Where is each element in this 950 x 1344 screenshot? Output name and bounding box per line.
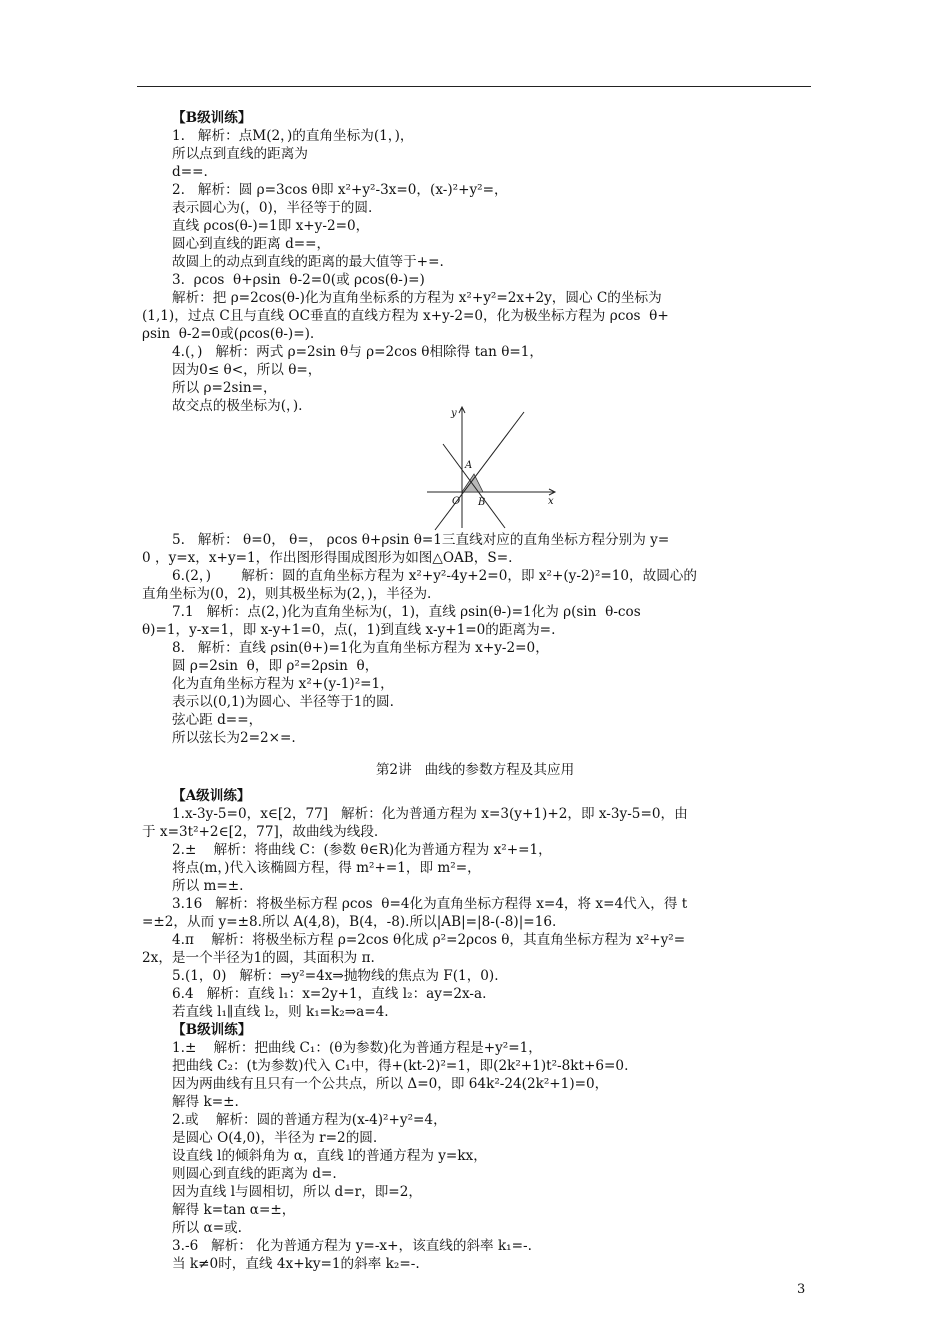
- text-line: 故交点的极坐标为(，).: [172, 398, 303, 414]
- text-line: 3.-6 解析： 化为普通方程为 y=-x+，该直线的斜率 k₁=-.: [172, 1238, 532, 1254]
- text-line: 3. ρcos θ+ρsin θ-2=0(或 ρcos(θ-)=): [172, 272, 425, 288]
- text-line: 将点(m，)代入该椭圆方程，得 m²+=1，即 m²=，: [172, 860, 481, 876]
- text-line: 表示以(0,1)为圆心、半径等于1的圆.: [172, 694, 394, 710]
- text-line: 表示圆心为(，0)，半径等于的圆.: [172, 200, 373, 216]
- text-line: 5.(1，0) 解析：⇒y²=4x⇒抛物线的焦点为 F(1，0).: [172, 968, 499, 984]
- label-o: O: [452, 496, 461, 507]
- text-line: 是圆心 O(4,0)，半径为 r=2的圆.: [172, 1130, 378, 1146]
- text-line: (1,1)，过点 C且与直线 OC垂直的直线方程为 x+y-2=0，化为极坐标方程为 ρcos θ+: [142, 308, 669, 324]
- text-line: 因为0≤ θ<，所以 θ=，: [172, 362, 322, 378]
- text-line: 8. 解析：直线 ρsin(θ+)=1化为直角坐标方程为 x+y-2=0，: [172, 640, 549, 656]
- text-line: θ)=1，y-x=1，即 x-y+1=0，点(，1)到直线 x-y+1=0的距离为=.: [142, 622, 556, 638]
- text-line: =±2，从而 y=±8.所以 A(4,8)，B(4，-8).所以|AB|=|8-(-8)|=16.: [142, 914, 557, 930]
- text-line: 1.x-3y-5=0，x∈[2，77] 解析：化为普通方程为 x=3(y+1)+2，即 x-3y-5=0，由: [172, 806, 688, 822]
- text-line: 解得 k=tan α=±，: [172, 1202, 296, 1218]
- text-line: 4.π 解析：将极坐标方程 ρ=2cos θ化成 ρ²=2ρcos θ，其直角坐标方程为 x²+y²=: [172, 932, 686, 948]
- text-line: 2. 解析：圆 ρ=3cos θ即 x²+y²-3x=0，(x-)²+y²=，: [172, 182, 508, 198]
- text-line: 若直线 l₁∥直线 l₂，则 k₁=k₂⇒a=4.: [172, 1004, 389, 1020]
- page-number: 3: [797, 1282, 806, 1297]
- text-line: 所以 ρ=2sin=，: [172, 380, 277, 396]
- text-line: 2.或 解析：圆的普通方程为(x-4)²+y²=4，: [172, 1112, 447, 1128]
- text-line: 6.4 解析：直线 l₁：x=2y+1，直线 l₂：ay=2x-a.: [172, 986, 487, 1002]
- text-line: 5. 解析： θ=0， θ=， ρcos θ+ρsin θ=1三直线对应的直角坐标方程分别为 y=: [172, 532, 670, 548]
- label-y: y: [451, 408, 457, 419]
- triangle-oab-figure: [425, 404, 560, 532]
- text-line: 把曲线 C₂：(t为参数)代入 C₁中，得+(kt-2)²=1，即(2k²+1)t²-8kt+6=0.: [172, 1058, 629, 1074]
- text-line: 直线 ρcos(θ-)=1即 x+y-2=0，: [172, 218, 370, 234]
- text-line: 于 x=3t²+2∈[2，77]，故曲线为线段.: [142, 824, 379, 840]
- text-line: 化为直角坐标方程为 x²+(y-1)²=1，: [172, 676, 394, 692]
- label-a: A: [465, 460, 473, 471]
- text-line: 所以弦长为2=2×=.: [172, 730, 296, 746]
- section-heading: 【B级训练】: [172, 110, 252, 126]
- text-line: 设直线 l的倾斜角为 α，直线 l的普通方程为 y=kx，: [172, 1148, 487, 1164]
- text-line: 则圆心到直线的距离为 d=.: [172, 1166, 337, 1182]
- text-line: 当 k≠0时，直线 4x+ky=1的斜率 k₂=-.: [172, 1256, 420, 1272]
- label-x: x: [548, 496, 554, 507]
- text-line: 1.± 解析：把曲线 C₁：(θ为参数)化为普通方程是+y²=1，: [172, 1040, 542, 1056]
- lecture-title: 第2讲 曲线的参数方程及其应用: [375, 762, 575, 778]
- text-line: 直角坐标为(0，2)，则其极坐标为(2，)，半径为.: [142, 586, 432, 602]
- text-line: 圆 ρ=2sin θ，即 ρ²=2ρsin θ，: [172, 658, 379, 674]
- text-line: d==.: [172, 164, 208, 180]
- text-line: 故圆上的动点到直线的距离的最大值等于+=.: [172, 254, 444, 270]
- line-x-plus-y-eq-1: [443, 444, 505, 528]
- text-line: 圆心到直线的距离 d==，: [172, 236, 331, 252]
- line-y-eq-x: [435, 412, 524, 530]
- text-line: 2.± 解析：将曲线 C：(参数 θ∈R)化为普通方程为 x²+=1，: [172, 842, 552, 858]
- text-line: 2x，是一个半径为1的圆，其面积为 π.: [142, 950, 375, 966]
- header-rule: [137, 86, 811, 87]
- text-line: 解得 k=±.: [172, 1094, 239, 1110]
- section-heading: 【A级训练】: [172, 788, 251, 804]
- text-line: 解析：把 ρ=2cos(θ-)化为直角坐标系的方程为 x²+y²=2x+2y，圆心 C的坐标为: [172, 290, 662, 306]
- text-line: 1. 解析：点M(2，)的直角坐标为(1，)，: [172, 128, 414, 144]
- text-line: 所以 α=或.: [172, 1220, 242, 1236]
- text-line: 所以 m=±.: [172, 878, 244, 894]
- text-line: 所以点到直线的距离为: [172, 146, 308, 162]
- text-line: 3.16 解析：将极坐标方程 ρcos θ=4化为直角坐标方程得 x=4，将 x=4代入，得 t: [172, 896, 688, 912]
- text-line: ρsin θ-2=0或(ρcos(θ-)=).: [142, 326, 315, 342]
- text-line: 弦心距 d==，: [172, 712, 263, 728]
- text-line: 因为直线 l与圆相切，所以 d=r，即=2，: [172, 1184, 422, 1200]
- section-heading: 【B级训练】: [172, 1022, 252, 1038]
- text-line: 4.(，) 解析：两式 ρ=2sin θ与 ρ=2cos θ相除得 tan θ=1，: [172, 344, 544, 360]
- text-line: 0 ，y=x，x+y=1，作出图形得围成图形为如图△OAB，S=.: [142, 550, 513, 566]
- text-line: 6.(2，) 解析：圆的直角坐标方程为 x²+y²-4y+2=0，即 x²+(y-2)²=10，故圆心的: [172, 568, 697, 584]
- text-line: 7.1 解析：点(2，)化为直角坐标为(，1)，直线 ρsin(θ-)=1化为 ρ(sin θ-cos: [172, 604, 641, 620]
- text-line: 因为两曲线有且只有一个公共点，所以 Δ=0，即 64k²-24(2k²+1)=0，: [172, 1076, 609, 1092]
- label-b: B: [478, 497, 486, 508]
